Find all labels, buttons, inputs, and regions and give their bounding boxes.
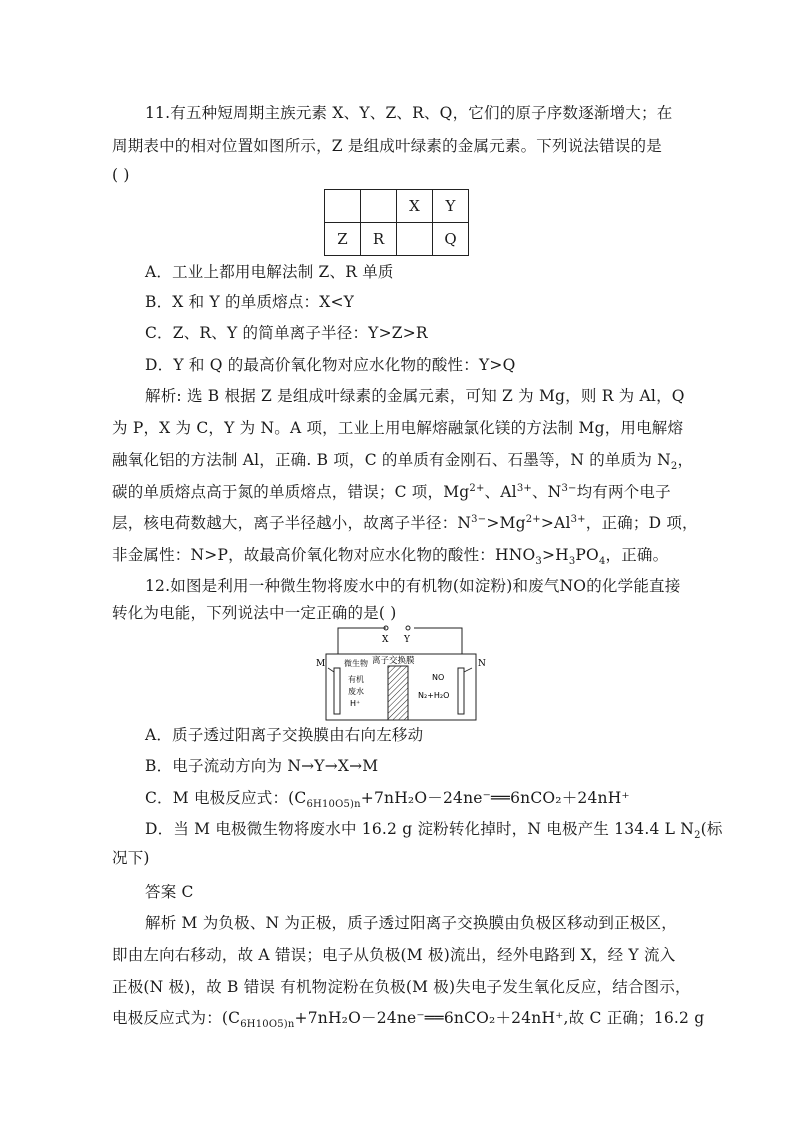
q11-explanation-line4: 碳的单质熔点高于氮的单质熔点，错误；C 项，$Mg^{2+}$、$Al^{3+}$、$N^{3-}$均有两个电子 [112, 482, 671, 501]
pt-cell-y: Y [433, 190, 469, 223]
pt-cell-r: R [361, 223, 397, 256]
organic-label-2: 废水 [348, 687, 364, 696]
organic-label-1: 有机 [348, 675, 364, 684]
electrode-n-label: N [478, 659, 486, 669]
q12-explanation-line1: 解析 M 为负极、N 为正极，质子透过阳离子交换膜由负极区移动到正极区， [145, 914, 677, 932]
terminal-y-label: Y [404, 635, 410, 645]
pt-cell [325, 190, 361, 223]
q11-stem-line2: 周期表中的相对位置如图所示，Z 是组成叶绿素的金属元素。下列说法错误的是 [112, 137, 662, 155]
pt-cell-q: Q [433, 223, 469, 256]
q12-option-a: A．质子透过阳离子交换膜由右向左移动 [145, 726, 424, 744]
q11-explanation-line6: 非金属性：N>P，故最高价氧化物对应水化物的酸性：$HNO_3>H_3PO_4$，正确。 [112, 546, 669, 568]
pt-cell-x: X [397, 190, 433, 223]
q12-stem-line1: 12.如图是利用一种微生物将废水中的有机物(如淀粉)和废气NO的化学能直接 [145, 577, 681, 595]
proton-label: H⁺ [350, 699, 361, 708]
no-label: NO [432, 673, 445, 682]
membrane-label: 离子交换膜 [372, 656, 415, 666]
q12-stem-line2: 转化为电能，下列说法中一定正确的是( ) [112, 604, 397, 622]
q11-explanation-line2: 为 P，X 为 C，Y 为 N。A 项，工业上用电解熔融氯化镁的方法制 Mg，用电解熔 [112, 419, 684, 437]
q11-explanation-line1: 解析: 选 B 根据 Z 是组成叶绿素的金属元素，可知 Z 为 Mg，则 R 为 Al，Q [145, 387, 685, 405]
electrode-m-label: M [316, 659, 326, 669]
terminal-x-label: X [382, 635, 389, 645]
q11-option-c: C．Z、R、Y 的简单离子半径：Y>Z>R [145, 324, 428, 342]
q11-option-b: B．X 和 Y 的单质熔点：X<Y [145, 293, 355, 311]
q12-option-c: C．M 电极反应式：($C_{6H10O5)n}+7nH_2O-24ne^-══6nCO_2+24nH^+$ [145, 789, 630, 811]
pt-cell [361, 190, 397, 223]
fuel-cell-diagram [300, 620, 500, 735]
microbe-label: 微生物 [344, 659, 368, 668]
periodic-table-fragment [324, 189, 469, 256]
q12-option-d-line2: 况下) [112, 849, 150, 867]
q12-explanation-line3: 正极(N 极)，故 B 错误 有机物淀粉在负极(M 极)失电子发生氧化反应，结合图示， [112, 978, 691, 996]
q11-explanation-line5: 层，核电荷数越大，离子半径越小，故离子半径：$N^{3-}>Mg^{2+}>Al^{3+}$，正确；D 项， [112, 513, 698, 532]
pt-cell [397, 223, 433, 256]
q12-option-d-line1: D．当 M 电极微生物将废水中 16.2 g 淀粉转化掉时，N 电极产生 134.4 L $N_2$(标 [145, 820, 723, 842]
q12-answer: 答案 C [145, 883, 194, 901]
pt-cell-z: Z [325, 223, 361, 256]
q11-stem-line1: 11.有五种短周期主族元素 X、Y、Z、R、Q，它们的原子序数逐渐增大；在 [145, 104, 673, 122]
n2-h2o-label: N₂+H₂O [418, 691, 450, 700]
q11-option-a: A．工业上都用电解法制 Z、R 单质 [145, 263, 394, 281]
q11-option-d: D．Y 和 Q 的最高价氧化物对应水化物的酸性：Y>Q [145, 356, 516, 374]
q12-explanation-line4: 电极反应式为：($C_{6H10O5)n}+7nH_2O-24ne^-══6nCO_2+24nH^+$,故 C 正确；16.2 g [112, 1009, 705, 1031]
q12-explanation-line2: 即由左向右移动，故 A 错误；电子从负极(M 极)流出，经外电路到 X，经 Y 流入 [112, 946, 676, 964]
q12-option-b: B．电子流动方向为 N→Y→X→M [145, 757, 379, 775]
q11-explanation-line3: 融氧化铝的方法制 Al，正确. B 项，C 的单质有金刚石、石墨等，N 的单质为 $N_2$， [112, 451, 694, 473]
q11-stem-line3: ( ) [112, 166, 130, 184]
